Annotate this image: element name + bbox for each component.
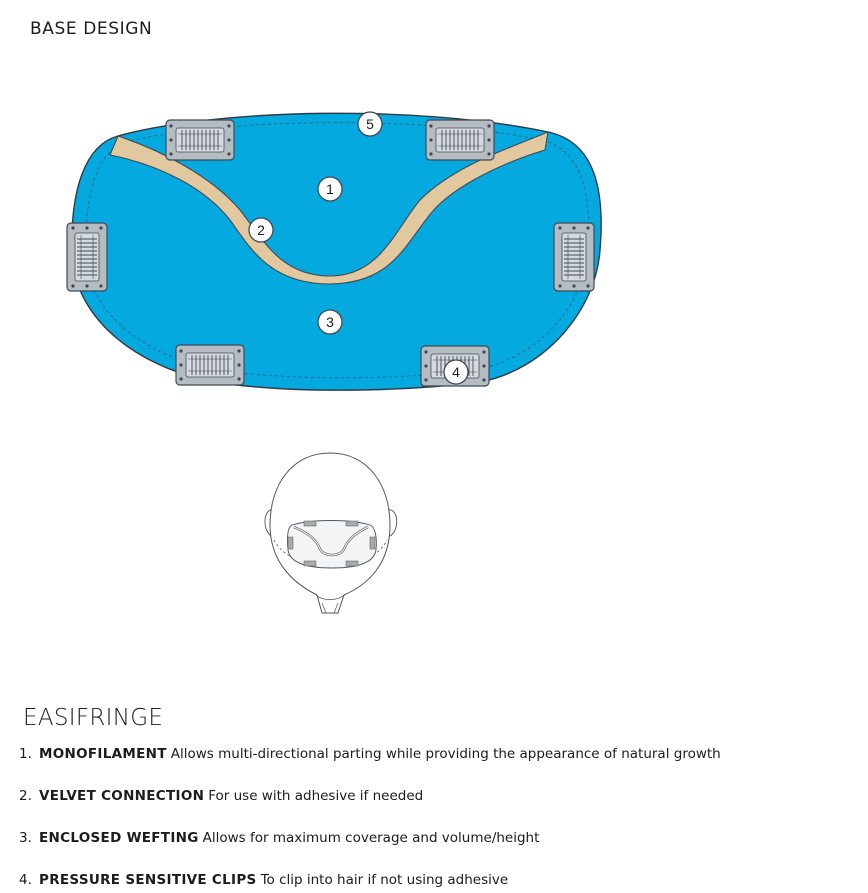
clip-top-right (426, 120, 494, 160)
svg-text:5: 5 (366, 116, 374, 132)
feature-description: To clip into hair if not using adhesive (260, 872, 509, 888)
clip-right (554, 223, 594, 291)
feature-description: Allows for maximum coverage and volume/height (202, 830, 540, 846)
feature-number: 4. (19, 872, 32, 888)
svg-text:2: 2 (257, 222, 265, 238)
mini-base (287, 521, 376, 569)
feature-name: VELVET CONNECTION (39, 788, 205, 804)
base-design-diagram (0, 95, 680, 400)
callout-marker-5 (358, 112, 382, 136)
callout-marker-3 (318, 310, 342, 334)
page-title: BASE DESIGN (30, 19, 153, 40)
feature-item-monofilament (19, 744, 721, 764)
feature-item-pressure-sensitive-clips (19, 870, 508, 890)
feature-description: Allows multi-directional parting while providing the appearance of natural growth (170, 746, 721, 762)
feature-description: For use with adhesive if needed (208, 788, 424, 804)
feature-number: 2. (19, 788, 32, 804)
clip-bottom-left (176, 345, 244, 385)
callout-marker-1 (318, 177, 342, 201)
feature-number: 1. (19, 746, 32, 762)
feature-number: 3. (19, 830, 32, 846)
product-title: EASIFRINGE (23, 705, 164, 731)
clip-left (67, 223, 107, 291)
svg-text:3: 3 (326, 314, 334, 330)
callout-marker-2 (249, 218, 273, 242)
feature-item-enclosed-wefting (19, 828, 539, 848)
feature-name: ENCLOSED WEFTING (39, 830, 199, 846)
svg-text:4: 4 (452, 364, 460, 380)
feature-name: PRESSURE SENSITIVE CLIPS (39, 872, 257, 888)
feature-item-velvet-connection (19, 786, 423, 806)
callout-marker-4 (444, 360, 468, 384)
head-placement-illustration (252, 445, 412, 620)
clip-top-left (166, 120, 234, 160)
feature-name: MONOFILAMENT (39, 746, 167, 762)
svg-text:1: 1 (326, 181, 334, 197)
